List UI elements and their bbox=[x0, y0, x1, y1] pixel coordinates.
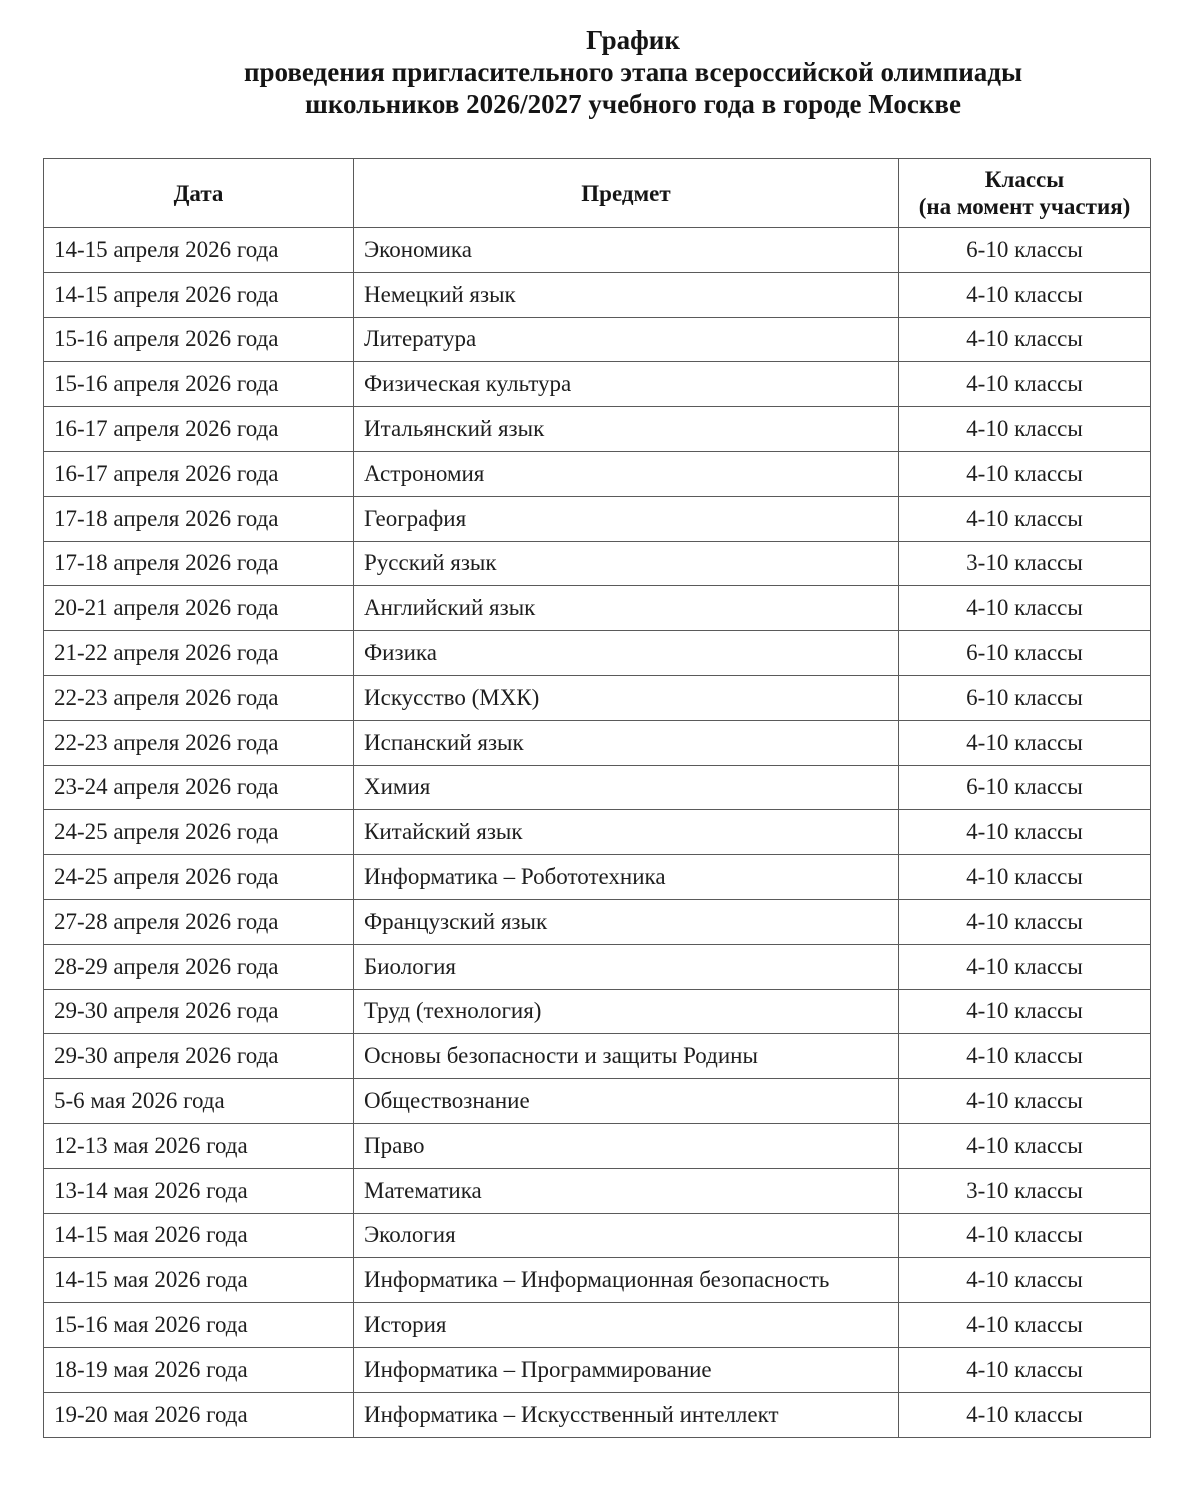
date-cell: 24-25 апреля 2026 года bbox=[44, 810, 354, 855]
subject-cell: Информатика – Информационная безопасность bbox=[354, 1258, 899, 1303]
date-cell: 21-22 апреля 2026 года bbox=[44, 631, 354, 676]
grades-cell: 4-10 классы bbox=[899, 1347, 1151, 1392]
table-row bbox=[44, 855, 1151, 900]
subject-cell: География bbox=[354, 496, 899, 541]
subject-cell: Литература bbox=[354, 317, 899, 362]
table-row bbox=[44, 586, 1151, 631]
table-body bbox=[44, 228, 1151, 1438]
date-cell: 13-14 мая 2026 года bbox=[44, 1168, 354, 1213]
date-cell: 24-25 апреля 2026 года bbox=[44, 855, 354, 900]
grades-cell: 4-10 классы bbox=[899, 1303, 1151, 1348]
date-cell: 17-18 апреля 2026 года bbox=[44, 496, 354, 541]
date-cell: 28-29 апреля 2026 года bbox=[44, 944, 354, 989]
subject-cell: Китайский язык bbox=[354, 810, 899, 855]
date-cell: 14-15 мая 2026 года bbox=[44, 1258, 354, 1303]
subject-cell: Биология bbox=[354, 944, 899, 989]
subject-cell: Искусство (МХК) bbox=[354, 675, 899, 720]
header-grades bbox=[899, 159, 1151, 228]
date-cell: 27-28 апреля 2026 года bbox=[44, 899, 354, 944]
table-row bbox=[44, 810, 1151, 855]
subject-cell: Информатика – Программирование bbox=[354, 1347, 899, 1392]
table-row bbox=[44, 1079, 1151, 1124]
table-row bbox=[44, 1213, 1151, 1258]
table-row bbox=[44, 631, 1151, 676]
subject-cell: Физическая культура bbox=[354, 362, 899, 407]
date-cell: 14-15 мая 2026 года bbox=[44, 1213, 354, 1258]
table-row bbox=[44, 317, 1151, 362]
subject-cell: Русский язык bbox=[354, 541, 899, 586]
grades-cell: 4-10 классы bbox=[899, 810, 1151, 855]
title-line-2: проведения пригласительного этапа всероссийской олимпиады bbox=[243, 57, 1023, 87]
subject-cell: Информатика – Робототехника bbox=[354, 855, 899, 900]
grades-cell: 4-10 классы bbox=[899, 899, 1151, 944]
grades-cell: 4-10 классы bbox=[899, 989, 1151, 1034]
date-cell: 29-30 апреля 2026 года bbox=[44, 1034, 354, 1079]
table-row bbox=[44, 1347, 1151, 1392]
grades-cell: 4-10 классы bbox=[899, 1034, 1151, 1079]
table-row bbox=[44, 272, 1151, 317]
grades-cell: 4-10 классы bbox=[899, 720, 1151, 765]
table-row bbox=[44, 1034, 1151, 1079]
subject-cell: Физика bbox=[354, 631, 899, 676]
table-row bbox=[44, 1168, 1151, 1213]
table-row bbox=[44, 1123, 1151, 1168]
grades-cell: 4-10 классы bbox=[899, 1079, 1151, 1124]
date-cell: 15-16 апреля 2026 года bbox=[44, 317, 354, 362]
table-row bbox=[44, 407, 1151, 452]
date-cell: 29-30 апреля 2026 года bbox=[44, 989, 354, 1034]
subject-cell: Право bbox=[354, 1123, 899, 1168]
grades-cell: 4-10 классы bbox=[899, 451, 1151, 496]
grades-cell: 4-10 классы bbox=[899, 944, 1151, 989]
subject-cell: Французский язык bbox=[354, 899, 899, 944]
header-grades-title: Классы bbox=[984, 167, 1065, 192]
grades-cell: 4-10 классы bbox=[899, 317, 1151, 362]
date-cell: 15-16 мая 2026 года bbox=[44, 1303, 354, 1348]
grades-cell: 4-10 классы bbox=[899, 1123, 1151, 1168]
grades-cell: 6-10 классы bbox=[899, 765, 1151, 810]
table-row bbox=[44, 899, 1151, 944]
date-cell: 16-17 апреля 2026 года bbox=[44, 451, 354, 496]
table-row bbox=[44, 1258, 1151, 1303]
date-cell: 14-15 апреля 2026 года bbox=[44, 272, 354, 317]
table-row bbox=[44, 451, 1151, 496]
table-row bbox=[44, 541, 1151, 586]
subject-cell: Экология bbox=[354, 1213, 899, 1258]
grades-cell: 4-10 классы bbox=[899, 1258, 1151, 1303]
table-row bbox=[44, 720, 1151, 765]
grades-cell: 3-10 классы bbox=[899, 1168, 1151, 1213]
grades-cell: 6-10 классы bbox=[899, 675, 1151, 720]
grades-cell: 4-10 классы bbox=[899, 407, 1151, 452]
grades-cell: 6-10 классы bbox=[899, 631, 1151, 676]
title-line-3: школьников 2026/2027 учебного года в городе Москве bbox=[305, 89, 961, 119]
subject-cell: Немецкий язык bbox=[354, 272, 899, 317]
grades-cell: 4-10 классы bbox=[899, 362, 1151, 407]
table-row bbox=[44, 944, 1151, 989]
table-row bbox=[44, 675, 1151, 720]
header-date: Дата bbox=[44, 159, 354, 228]
grades-cell: 4-10 классы bbox=[899, 1392, 1151, 1437]
subject-cell: История bbox=[354, 1303, 899, 1348]
date-cell: 18-19 мая 2026 года bbox=[44, 1347, 354, 1392]
table-header-row bbox=[44, 159, 1151, 228]
subject-cell: Обществознание bbox=[354, 1079, 899, 1124]
date-cell: 19-20 мая 2026 года bbox=[44, 1392, 354, 1437]
date-cell: 5-6 мая 2026 года bbox=[44, 1079, 354, 1124]
grades-cell: 4-10 классы bbox=[899, 855, 1151, 900]
subject-cell: Итальянский язык bbox=[354, 407, 899, 452]
date-cell: 16-17 апреля 2026 года bbox=[44, 407, 354, 452]
date-cell: 23-24 апреля 2026 года bbox=[44, 765, 354, 810]
header-subject: Предмет bbox=[354, 159, 899, 228]
table-row bbox=[44, 765, 1151, 810]
grades-cell: 4-10 классы bbox=[899, 1213, 1151, 1258]
subject-cell: Испанский язык bbox=[354, 720, 899, 765]
subject-cell: Экономика bbox=[354, 228, 899, 273]
subject-cell: Химия bbox=[354, 765, 899, 810]
date-cell: 14-15 апреля 2026 года bbox=[44, 228, 354, 273]
date-cell: 17-18 апреля 2026 года bbox=[44, 541, 354, 586]
table-row bbox=[44, 362, 1151, 407]
subject-cell: Математика bbox=[354, 1168, 899, 1213]
table-row bbox=[44, 496, 1151, 541]
header-grades-note: (на момент участия) bbox=[918, 194, 1131, 219]
table-row bbox=[44, 989, 1151, 1034]
grades-cell: 4-10 классы bbox=[899, 496, 1151, 541]
table-row bbox=[44, 1392, 1151, 1437]
grades-cell: 4-10 классы bbox=[899, 272, 1151, 317]
title-line-1: График bbox=[586, 25, 680, 55]
subject-cell: Астрономия bbox=[354, 451, 899, 496]
date-cell: 20-21 апреля 2026 года bbox=[44, 586, 354, 631]
date-cell: 22-23 апреля 2026 года bbox=[44, 675, 354, 720]
grades-cell: 4-10 классы bbox=[899, 586, 1151, 631]
table-row bbox=[44, 1303, 1151, 1348]
subject-cell: Английский язык bbox=[354, 586, 899, 631]
date-cell: 12-13 мая 2026 года bbox=[44, 1123, 354, 1168]
subject-cell: Информатика – Искусственный интеллект bbox=[354, 1392, 899, 1437]
table-row bbox=[44, 228, 1151, 273]
grades-cell: 6-10 классы bbox=[899, 228, 1151, 273]
document-title bbox=[0, 24, 1198, 120]
grades-cell: 3-10 классы bbox=[899, 541, 1151, 586]
date-cell: 22-23 апреля 2026 года bbox=[44, 720, 354, 765]
schedule-table bbox=[43, 158, 1151, 1438]
subject-cell: Основы безопасности и защиты Родины bbox=[354, 1034, 899, 1079]
subject-cell: Труд (технология) bbox=[354, 989, 899, 1034]
date-cell: 15-16 апреля 2026 года bbox=[44, 362, 354, 407]
